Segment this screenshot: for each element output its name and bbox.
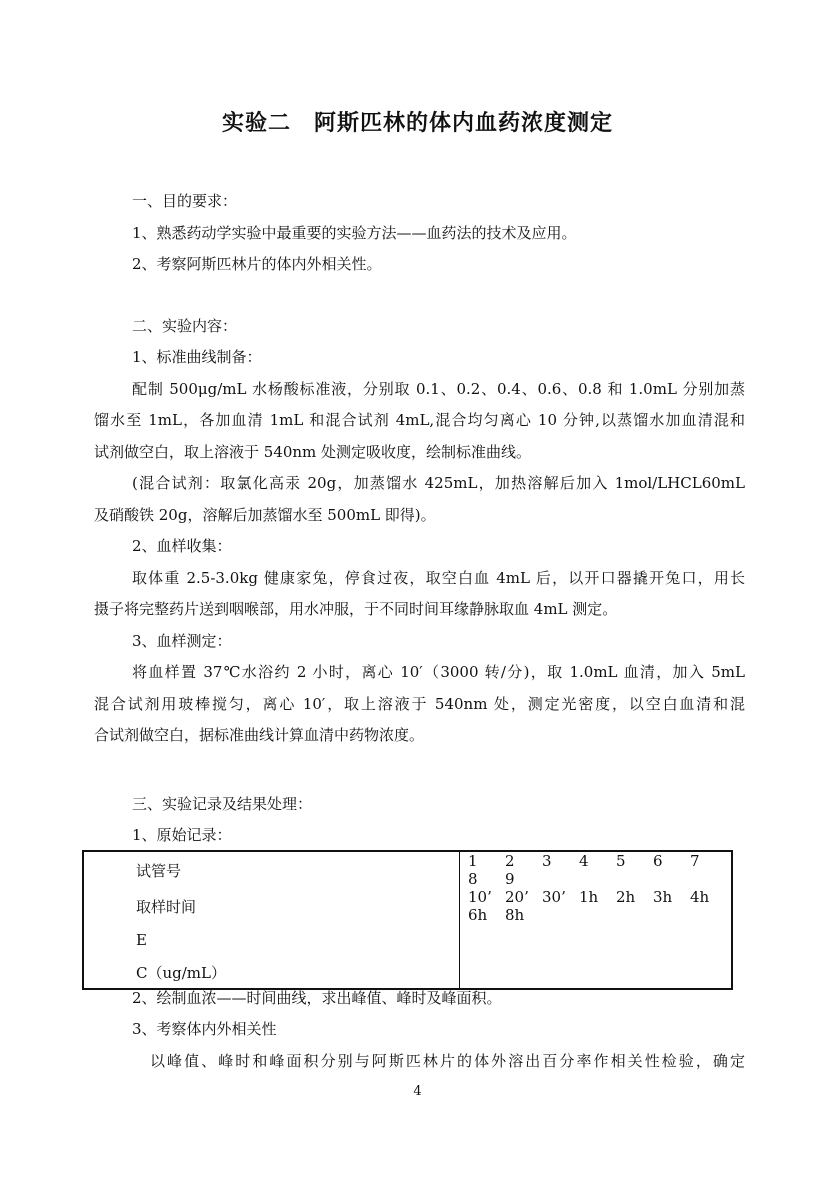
row-label: E: [83, 924, 460, 956]
page-number: 4: [413, 1084, 422, 1099]
table-cell: 2: [505, 852, 515, 870]
paragraph-line: 试剂做空白，取上溶液于 540nm 处测定吸收度，绘制标准曲线。: [94, 443, 532, 461]
row-label: 取样时间: [83, 888, 460, 924]
section-3-sub-2: 2、绘制血浓——时间曲线，求出峰值、峰时及峰面积。: [132, 989, 502, 1007]
document-title: 实验二 阿斯匹林的体内血药浓度测定: [221, 111, 613, 136]
table-cell: 2h: [616, 888, 636, 906]
paragraph-line: 取体重 2.5-3.0kg 健康家兔，停食过夜，取空白血 4mL 后，以开口器撬开兔口，用长: [132, 569, 745, 587]
table-cell: 6: [653, 852, 663, 870]
table-cell: 5: [616, 852, 626, 870]
table-row: [83, 924, 732, 956]
paragraph-line: (混合试剂：取氯化高汞 20g，加蒸馏水 425mL，加热溶解后加入 1mol/LHCL60mL: [132, 474, 745, 492]
section-1-item-2: 2、考察阿斯匹林片的体内外相关性。: [132, 255, 382, 273]
paragraph-line: 馏水至 1mL，各加血清 1mL 和混合试剂 4mL,混合均匀离心 10 分钟,以蒸馏水加血清混和: [94, 411, 745, 429]
section-2-sub-3: 3、血样测定：: [132, 632, 232, 650]
section-2-sub-1: 1、标准曲线制备：: [132, 348, 262, 366]
table-cell: 6h: [468, 906, 488, 924]
table-cell: 3: [542, 852, 552, 870]
section-3-sub-1: 1、原始记录：: [132, 826, 232, 844]
section-2-heading: 二、实验内容：: [132, 317, 238, 335]
section-3-sub-3: 3、考察体内外相关性: [132, 1020, 277, 1038]
paragraph-line: 摄子将完整药片送到咽喉部，用水冲服，于不同时间耳缘静脉取血 4mL 测定。: [94, 600, 618, 618]
paragraph-line: 配制 500μg/mL 水杨酸标准液，分别取 0.1、0.2、0.4、0.6、0.8 和 1.0mL 分别加蒸: [132, 380, 745, 398]
paragraph-line: 及硝酸铁 20g，溶解后加蒸馏水至 500mL 即得)。: [94, 506, 436, 524]
raw-record-table: [82, 850, 733, 990]
table-cell: 9: [505, 870, 515, 888]
paragraph-line: 混合试剂用玻棒搅匀，离心 10′，取上溶液于 540nm 处，测定光密度，以空白血清和混: [94, 695, 745, 713]
table-cell: 1h: [579, 888, 599, 906]
row-values: [460, 888, 733, 924]
section-1-heading: 一、目的要求：: [132, 192, 238, 210]
table-cell: 8: [468, 870, 478, 888]
paragraph-line: 以峰值、峰时和峰面积分别与阿斯匹林片的体外溶出百分率作相关性检验，确定: [150, 1052, 745, 1070]
section-3-heading: 三、实验记录及结果处理：: [132, 795, 313, 813]
table-cell: 8h: [505, 906, 525, 924]
table-cell: 3h: [653, 888, 673, 906]
section-2-sub-2: 2、血样收集：: [132, 537, 232, 555]
table-row: [83, 851, 732, 888]
paragraph-line: 合试剂做空白，据标准曲线计算血清中药物浓度。: [94, 726, 425, 744]
table-cell: 10’: [468, 888, 492, 906]
row-values: [460, 924, 733, 956]
row-values: [460, 851, 733, 888]
row-label: C（ug/mL）: [83, 956, 460, 989]
table-cell: 7: [690, 852, 700, 870]
paragraph-line: 将血样置 37℃水浴约 2 小时，离心 10′（3000 转/分)，取 1.0mL 血清，加入 5mL: [132, 663, 745, 681]
section-1-item-1: 1、熟悉药动学实验中最重要的实验方法——血药法的技术及应用。: [132, 224, 577, 242]
table-row: [83, 956, 732, 989]
row-values: [460, 956, 733, 989]
table-cell: 20’: [505, 888, 529, 906]
table-cell: 1: [468, 852, 478, 870]
row-label: 试管号: [83, 851, 460, 888]
table-cell: 30’: [542, 888, 566, 906]
table-row: [83, 888, 732, 924]
table-cell: 4: [579, 852, 589, 870]
table-cell: 4h: [690, 888, 710, 906]
